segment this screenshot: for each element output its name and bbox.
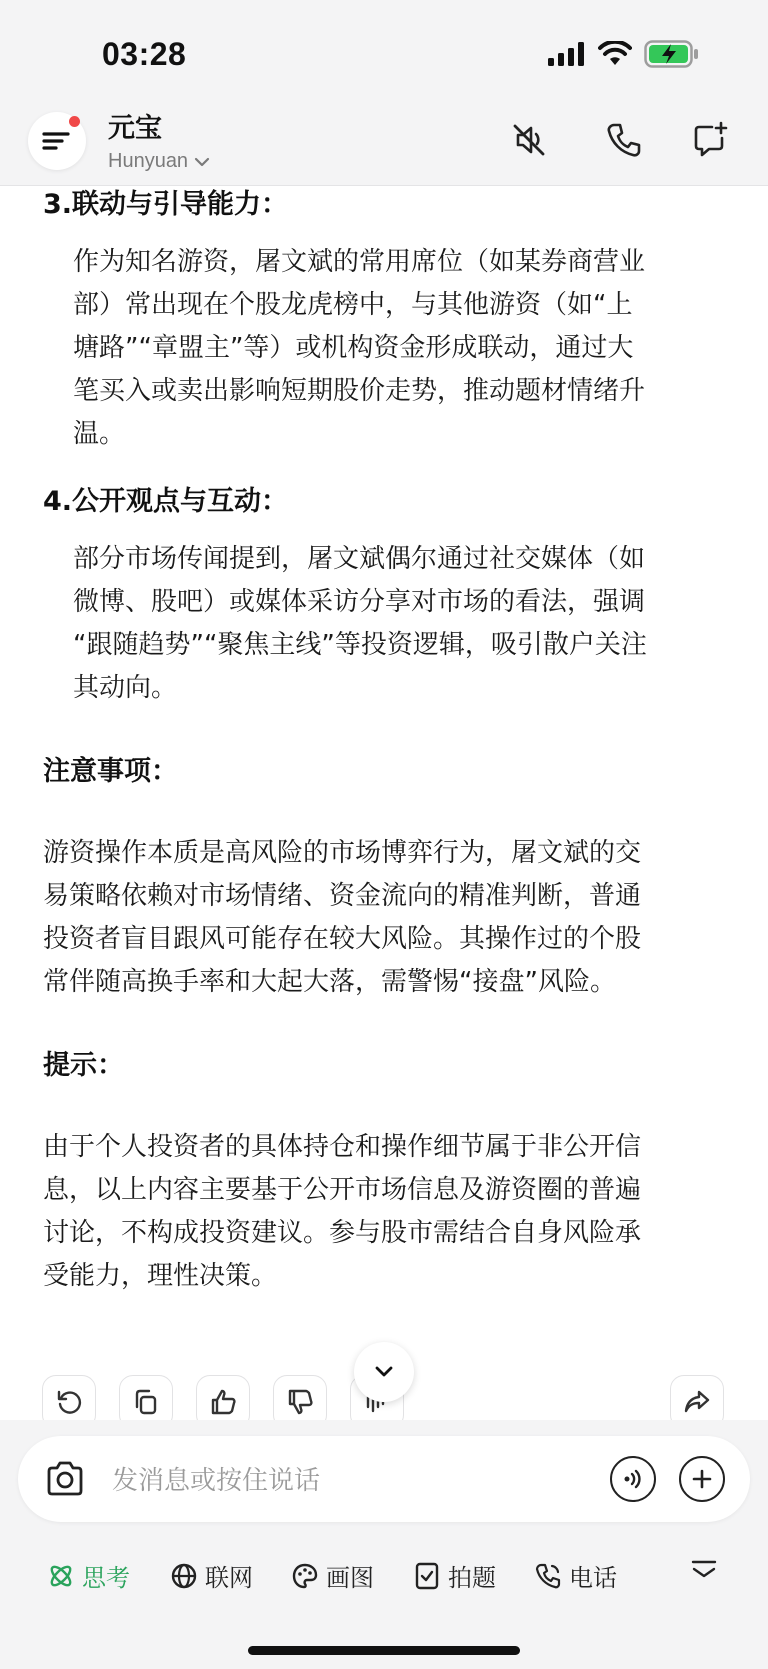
text-line: 投资者盲目跟风可能存在较大风险。其操作过的个股 xyxy=(43,924,642,954)
status-icons xyxy=(548,40,700,68)
status-time: 03:28 xyxy=(102,36,187,72)
call-button[interactable] xyxy=(602,118,646,162)
text-line: 息，以上内容主要基于公开市场信息及游资圈的普遍 xyxy=(43,1175,642,1205)
text-line: 受能力，理性决策。 xyxy=(43,1261,278,1291)
share-button[interactable] xyxy=(670,1375,724,1420)
chat-header xyxy=(0,100,768,186)
section-heading: 4.公开观点与互动： xyxy=(43,486,289,517)
message-input[interactable]: 发消息或按住说话 xyxy=(112,1466,321,1496)
menu-button[interactable] xyxy=(28,112,86,170)
globe-icon xyxy=(169,1561,199,1591)
like-button[interactable] xyxy=(196,1375,250,1420)
tool-think-label: 思考 xyxy=(82,1564,130,1592)
notice-body xyxy=(43,832,723,1004)
model-selector[interactable] xyxy=(108,150,210,173)
phone-icon xyxy=(604,120,644,160)
plus-icon xyxy=(690,1467,714,1491)
tool-draw-label: 画图 xyxy=(326,1564,374,1592)
signal-icon xyxy=(548,42,586,66)
text-line: 易策略依赖对市场情绪、资金流向的精准判断，普通 xyxy=(43,881,642,911)
message-input-bar[interactable] xyxy=(18,1436,750,1522)
tool-think[interactable] xyxy=(46,1558,130,1593)
tool-draw[interactable] xyxy=(290,1558,374,1593)
text-line: 部）常出现在个股龙虎榜中，与其他游资（如“上 xyxy=(73,290,633,320)
phone-icon xyxy=(533,1561,563,1591)
mute-button[interactable] xyxy=(507,118,551,162)
text-line: 微博、股吧）或媒体采访分享对市场的看法，强调 xyxy=(73,587,646,617)
dislike-button[interactable] xyxy=(273,1375,327,1420)
camera-icon xyxy=(43,1459,87,1499)
collapse-icon xyxy=(690,1558,718,1580)
feature-toolbar xyxy=(0,1558,768,1608)
tip-heading: 提示： xyxy=(43,1050,124,1081)
chevron-down-icon xyxy=(372,1364,396,1380)
text-line: 由于个人投资者的具体持仓和操作细节属于非公开信 xyxy=(43,1132,642,1162)
text-line: 部分市场传闻提到，屠文斌偶尔通过社交媒体（如 xyxy=(73,544,646,574)
thumbs-down-icon xyxy=(285,1387,315,1417)
new-chat-icon xyxy=(690,120,730,160)
scroll-to-bottom-button[interactable] xyxy=(354,1342,414,1402)
refresh-icon xyxy=(54,1387,84,1417)
text-line: 温。 xyxy=(73,419,126,449)
tool-web-label: 联网 xyxy=(205,1564,253,1592)
text-line: “跟随趋势”“聚焦主线”等投资逻辑，吸引散户关注 xyxy=(73,630,647,660)
voice-wave-icon xyxy=(621,1467,645,1491)
assistant-message xyxy=(43,185,723,1415)
tool-photo-question[interactable] xyxy=(412,1558,496,1593)
voice-button[interactable] xyxy=(610,1456,656,1502)
toolbar-collapse-button[interactable] xyxy=(690,1558,718,1580)
notification-dot xyxy=(69,116,80,127)
assistant-title: 元宝 xyxy=(108,113,162,144)
composer-area xyxy=(0,1420,768,1669)
tool-photo-label: 拍题 xyxy=(448,1564,496,1592)
chevron-down-icon xyxy=(194,157,210,167)
home-indicator xyxy=(248,1646,520,1655)
tool-web[interactable] xyxy=(169,1558,253,1593)
tip-body xyxy=(43,1126,723,1298)
notice-heading: 注意事项： xyxy=(43,756,178,787)
tool-call[interactable] xyxy=(533,1558,617,1593)
text-line: 笔买入或卖出影响短期股价走势，推动题材情绪升 xyxy=(73,376,646,406)
section-body xyxy=(43,241,723,456)
text-line: 作为知名游资，屠文斌的常用席位（如某券商营业 xyxy=(73,247,646,277)
text-line: 常伴随高换手率和大起大落，需警惕“接盘”风险。 xyxy=(43,967,616,997)
speaker-muted-icon xyxy=(509,120,549,160)
model-name: Hunyuan xyxy=(108,150,189,172)
palette-icon xyxy=(290,1561,320,1591)
menu-icon xyxy=(42,130,72,152)
copy-button[interactable] xyxy=(119,1375,173,1420)
camera-button[interactable] xyxy=(42,1456,88,1502)
text-line: 塘路”“章盟主”等）或机构资金形成联动，通过大 xyxy=(73,333,634,363)
status-bar xyxy=(0,0,768,100)
think-icon xyxy=(46,1561,76,1591)
text-line: 其动向。 xyxy=(73,673,178,703)
section-body xyxy=(43,538,723,710)
regenerate-button[interactable] xyxy=(42,1375,96,1420)
add-button[interactable] xyxy=(679,1456,725,1502)
wifi-icon xyxy=(598,41,632,67)
share-icon xyxy=(682,1387,712,1417)
battery-charging-icon xyxy=(644,40,700,68)
text-line: 游资操作本质是高风险的市场博弈行为，屠文斌的交 xyxy=(43,838,642,868)
tool-call-label: 电话 xyxy=(569,1564,617,1592)
section-heading: 3.联动与引导能力： xyxy=(43,189,289,220)
thumbs-up-icon xyxy=(208,1387,238,1417)
new-chat-button[interactable] xyxy=(688,118,732,162)
text-line: 讨论，不构成投资建议。参与股市需结合自身风险承 xyxy=(43,1218,642,1248)
question-card-icon xyxy=(412,1561,442,1591)
copy-icon xyxy=(131,1387,161,1417)
